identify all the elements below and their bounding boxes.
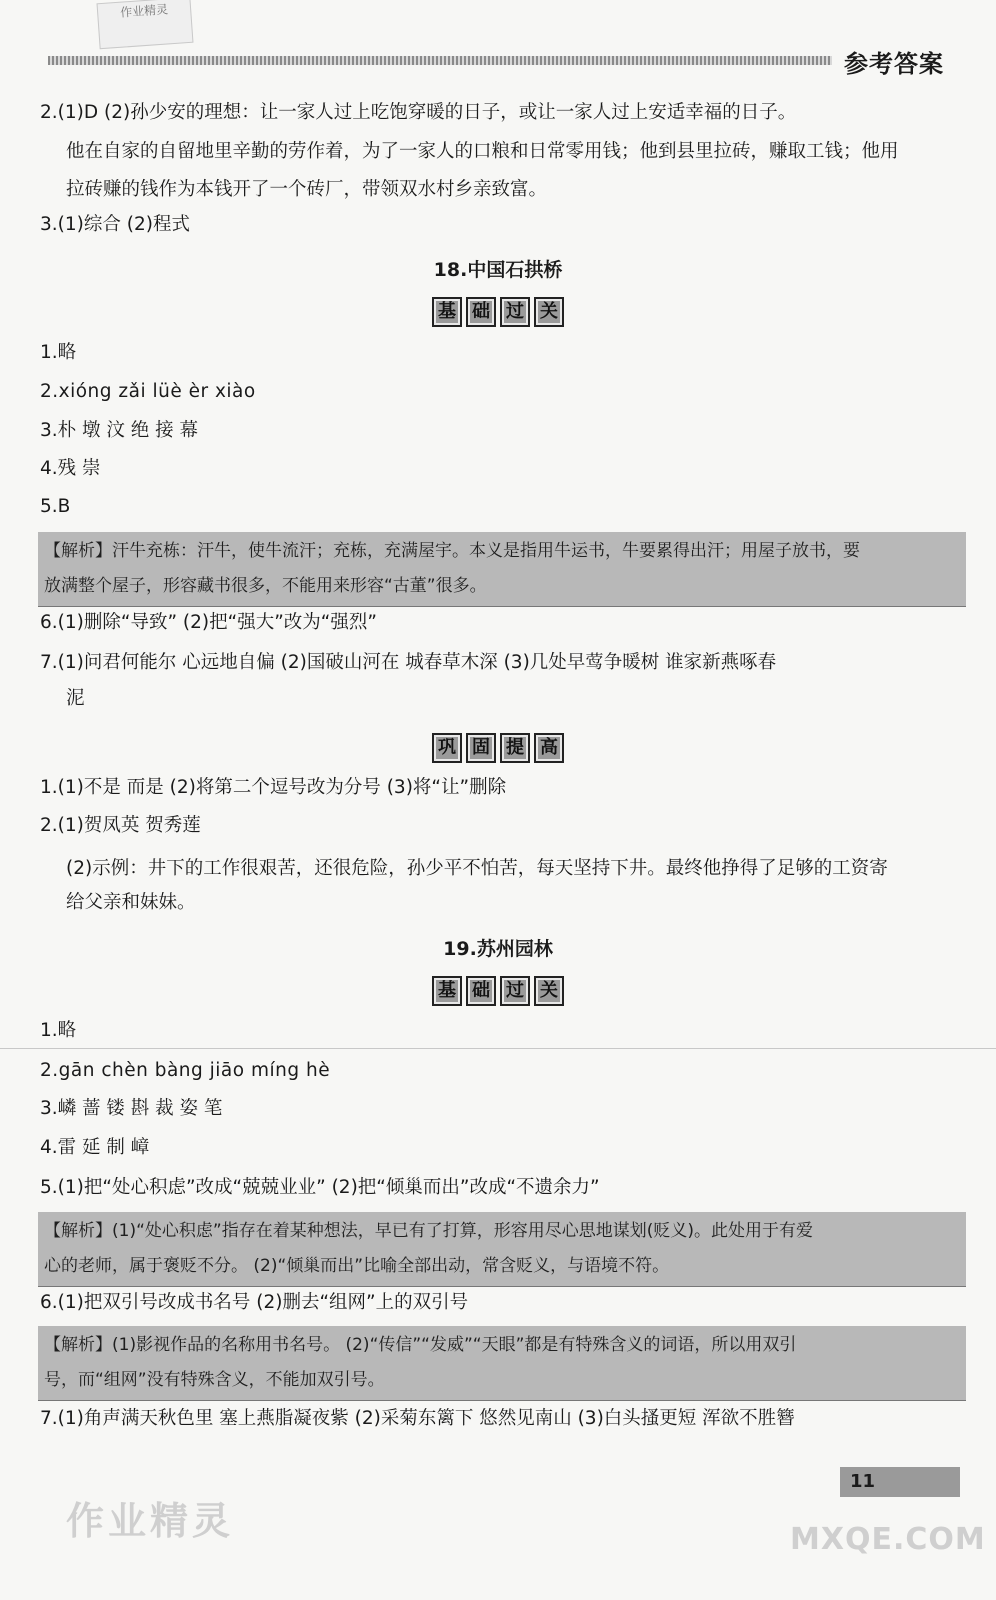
header-rule <box>48 56 832 65</box>
watermark-right: MXQE.COM <box>790 1522 986 1557</box>
analysis-box: 【解析】(1)“处心积虑”指存在着某种想法，早已有了打算，形容用尽心思地谋划(贬义)。此处用于有爱 心的老师，属于褒贬不分。 (2)“倾巢而出”比喻全部出动，常含贬义，与语境不符。 <box>38 1212 966 1287</box>
answer-line: 7.(1)角声满天秋色里 塞上燕脂凝夜紫 (2)采菊东篱下 悠然见南山 (3)白头搔更短 浑欲不胜簪 <box>40 1408 795 1429</box>
answer-line: 5.B <box>40 496 71 517</box>
answer-line: 给父亲和妹妹。 <box>66 892 196 913</box>
section-badge: 基 础 过 关 <box>0 297 996 327</box>
answer-line: 泥 <box>66 688 85 709</box>
analysis-box: 【解析】(1)影视作品的名称用书名号。 (2)“传信”“发威”“天眼”都是有特殊含义的词语，所以用双引 号，而“组网”没有特殊含义，不能加双引号。 <box>38 1326 966 1401</box>
watermark-left: 作业精灵 <box>66 1499 235 1543</box>
answer-line: 2.(1)D (2)孙少安的理想：让一家人过上吃饱穿暖的日子，或让一家人过上安适幸福的日子。 <box>40 102 797 123</box>
answer-line: 他在自家的自留地里辛勤的劳作着，为了一家人的口粮和日常零用钱；他到县里拉砖，赚取工钱；他用 <box>66 141 899 162</box>
answer-line: 拉砖赚的钱作为本钱开了一个砖厂，带领双水村乡亲致富。 <box>66 179 548 200</box>
page-number: 11 <box>840 1467 960 1497</box>
answer-line: 2.gān chèn bàng jiāo míng hè <box>40 1060 331 1081</box>
answer-line: 1.略 <box>40 1020 77 1041</box>
answer-line: 5.(1)把“处心积虑”改成“兢兢业业” (2)把“倾巢而出”改成“不遗余力” <box>40 1177 600 1198</box>
answer-line: 3.(1)综合 (2)程式 <box>40 214 190 235</box>
answer-line: 1.略 <box>40 342 77 363</box>
section-badge: 基 础 过 关 <box>0 976 996 1006</box>
divider <box>0 1048 996 1049</box>
answer-line: 3.嶙 蔷 镂 斟 裁 姿 笔 <box>40 1098 223 1119</box>
answer-line: 2.xióng zǎi lüè èr xiào <box>40 381 256 402</box>
lesson-title: 18.中国石拱桥 <box>433 259 563 281</box>
answer-line: 2.(1)贺凤英 贺秀莲 <box>40 815 201 836</box>
answer-line: 4.雷 延 制 嶂 <box>40 1137 150 1158</box>
page-header-title: 参考答案 <box>844 50 944 78</box>
answer-line: 6.(1)把双引号改成书名号 (2)删去“组网”上的双引号 <box>40 1292 469 1313</box>
answer-line: 7.(1)问君何能尔 心远地自偏 (2)国破山河在 城春草木深 (3)几处早莺争暖树 谁家新燕啄春 <box>40 652 777 673</box>
lesson-title: 19.苏州园林 <box>443 938 553 960</box>
answer-line: (2)示例：井下的工作很艰苦，还很危险，孙少平不怕苦，每天坚持下井。最终他挣得了足够的工资寄 <box>66 858 888 879</box>
answer-line: 1.(1)不是 而是 (2)将第二个逗号改为分号 (3)将“让”删除 <box>40 777 507 798</box>
answer-line: 3.朴 墩 汶 绝 接 幕 <box>40 420 199 441</box>
section-badge: 巩 固 提 高 <box>0 733 996 763</box>
corner-stamp: 作业精灵 <box>97 0 194 49</box>
analysis-box: 【解析】汗牛充栋：汗牛，使牛流汗；充栋，充满屋宇。本义是指用牛运书，牛要累得出汗；用屋子放书，要 放满整个屋子，形容藏书很多，不能用来形容“古董”很多。 <box>38 532 966 607</box>
answer-line: 6.(1)删除“导致” (2)把“强大”改为“强烈” <box>40 612 377 633</box>
answer-line: 4.残 崇 <box>40 458 101 479</box>
